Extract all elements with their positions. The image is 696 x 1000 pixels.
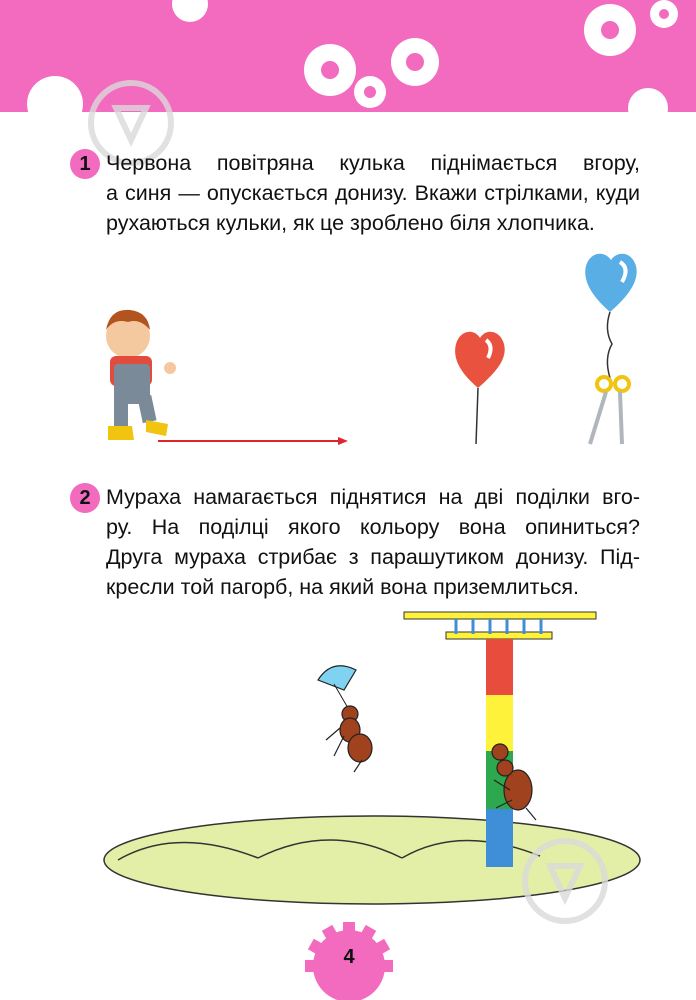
parachute-icon bbox=[318, 666, 356, 690]
watermark-icon bbox=[520, 836, 610, 926]
task-text: Мураха намагається піднятися на дві поділки вго- ру. На поділці якого кольору вона опиниться? Друга мураха стрибає з парашутиком донизу. Під- кресли той пагорб, на який вона приземлиться. bbox=[106, 485, 640, 599]
tower-top-bar-lower bbox=[446, 632, 552, 639]
task-text: Червона повітряна кулька піднімається вгору, а синя — опускається донизу. Вкажи стрілками, куди рухаються кульки, як це зроблено біля хлопчика. bbox=[106, 151, 640, 235]
tower-top-bar bbox=[404, 612, 596, 619]
tower-segment-blue bbox=[486, 809, 513, 867]
page-number: 4 bbox=[343, 946, 355, 968]
tower-segment-red bbox=[486, 639, 513, 695]
parachute-ant bbox=[318, 666, 372, 772]
task-number: 2 bbox=[70, 483, 100, 513]
tower-segment-yellow bbox=[486, 695, 513, 751]
task-number: 1 bbox=[70, 149, 100, 179]
